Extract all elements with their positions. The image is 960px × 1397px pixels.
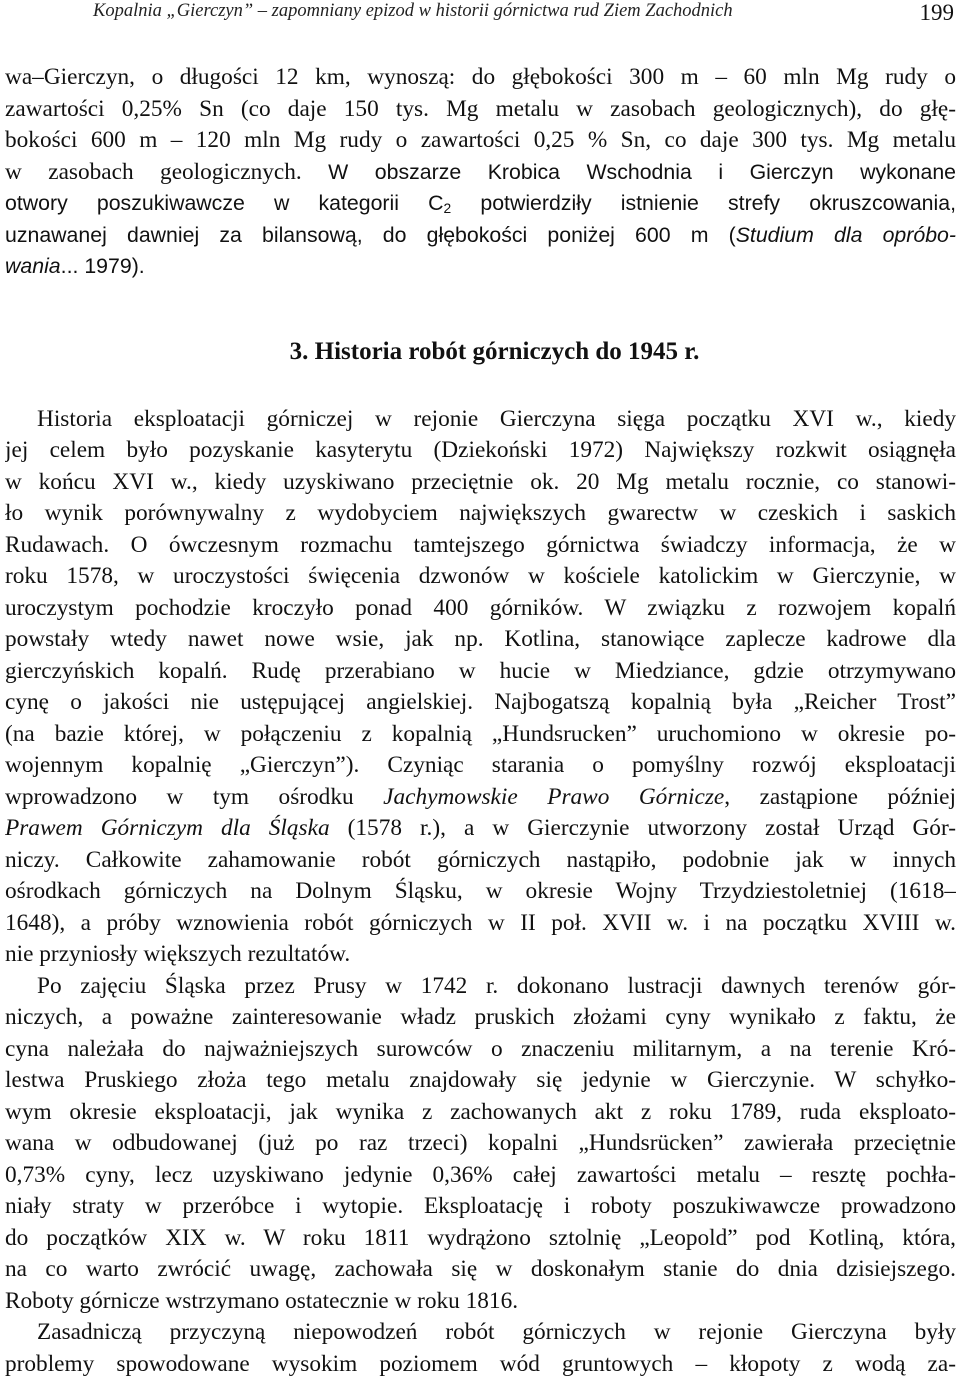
paragraph-resources xyxy=(5,62,956,283)
page-header xyxy=(0,0,960,26)
text-line: problemy spowodowane wysokim poziomem wód gruntowych – kłopoty z wodą za- xyxy=(5,1350,956,1377)
text-line: ło wynik porównywalny z wydobyciem największych gwarectw w czeskich i saskich xyxy=(5,500,956,526)
text-line xyxy=(5,157,956,189)
paragraph-failure-causes xyxy=(5,1317,956,1380)
text-line: Po zajęciu Śląska przez Prusy w 1742 r. dokonano lustracji dawnych terenów gór- xyxy=(37,972,956,999)
text-line: wana w odbudowanej (już po raz trzeci) kopalni „Hundsrücken” zawierała przeciętnie xyxy=(5,1130,956,1156)
text-span: W obszarze Krobica Wschodnia i Gierczyn wykonane xyxy=(328,159,956,184)
text-line: nie przyniosły większych rezultatów. xyxy=(5,941,351,967)
text-span: w zasobach geologicznych. xyxy=(5,158,302,185)
law-title-italic: Jachymowskie Prawo Górnicze xyxy=(383,783,725,810)
page-number: 199 xyxy=(919,0,954,25)
citation-italic: wania xyxy=(5,254,61,278)
text-line: 0,73% cyny, lecz uzyskiwano jedynie 0,36% całej zawartości metalu – resztę pochła- xyxy=(5,1161,956,1188)
text-line xyxy=(5,251,956,283)
text-line: lestwa Pruskiego złoża tego metalu znajdowały się jedynie w Gierczynie. W schyłko- xyxy=(5,1067,956,1093)
subscript: 2 xyxy=(443,200,452,216)
law-title-italic: Prawem Górniczym dla Śląska xyxy=(5,815,330,841)
spacer xyxy=(5,283,956,325)
citation-italic: Studium dla opróbo- xyxy=(735,222,956,247)
text-line: Historia eksploatacji górniczej w rejonie Gierczyna sięga początku XVI w., kiedy xyxy=(37,405,956,432)
text-line: wa–Gierczyn, o długości 12 km, wynoszą: do głębokości 300 m – 60 mln Mg rudy o xyxy=(5,64,956,90)
text-line: roku 1578, w uroczystości święcenia dzwonów w kościele katolickim w Gierczynie, w xyxy=(5,563,956,589)
text-line: (na bazie której, w połączeniu z kopalnią „Hundsrucken” uruchomiono w okresie po- xyxy=(5,720,956,747)
text-span: potwierdziły istnienie strefy okruszcowania, xyxy=(480,191,956,215)
text-line: niczych, a poważne zainteresowanie władz pruskich złożami cyny wynikało z faktu, że xyxy=(5,1004,956,1030)
paragraph-prussian-era xyxy=(5,971,956,1318)
text-line: wojennym kopalnię „Gierczyn”). Czyniąc starania o pomyślny rozwój eksploatacji xyxy=(5,752,956,778)
text-line xyxy=(5,813,956,845)
text-line xyxy=(5,188,956,220)
text-line: bokości 600 m – 120 mln Mg rudy o zawartości 0,25 % Sn, co daje 300 tys. Mg metalu xyxy=(5,127,956,153)
text-line: cyna należała do najważniejszych surowców o znaczeniu militarnym, a na terenie Kró- xyxy=(5,1035,956,1062)
section-heading-text: 3. Historia robót górniczych do 1945 r. xyxy=(289,337,700,365)
text-line: Rudawach. O ówczesnym rozmachu tamtejszego górnictwa świadczy informacja, że w xyxy=(5,531,956,558)
text-span: uznawanej dawniej za bilansową, do głębokości poniżej 600 m ( xyxy=(5,222,736,247)
text-line: ośrodkach górniczych na Dolnym Śląsku, w okresie Wojny Trzydziestoletniej (1618– xyxy=(5,878,956,904)
text-line: niczy. Całkowite zahamowanie robót górniczych nastąpiło, podobnie jak w innych xyxy=(5,846,956,873)
text-line: uroczystym pochodzie kroczyło ponad 400 górników. W związku z rozwojem kopalń xyxy=(5,594,956,621)
text-line: 1648), a próby wznowienia robót górniczych w II poł. XVII w. i na początku XVIII w. xyxy=(5,909,956,936)
page-body xyxy=(5,62,956,1380)
text-line xyxy=(5,782,956,814)
text-line: niały straty w przeróbce i wytopie. Eksploatację i roboty poszukiwawcze prowadzono xyxy=(5,1193,956,1219)
paragraph-history xyxy=(5,404,956,971)
text-span: ... 1979). xyxy=(60,254,145,278)
text-span: (1578 r.), a w Gierczynie utworzony został Urząd Gór- xyxy=(329,815,956,841)
text-line: wym okresie eksploatacji, jak wynika z zachowanych akt z roku 1789, ruda eksploato- xyxy=(5,1098,956,1125)
text-span: otwory poszukiwawcze w kategorii C xyxy=(5,191,444,215)
text-line xyxy=(5,220,956,252)
text-line: cynę o jakości nie ustępującej angielskiej. Najbogatszą kopalnią była „Reicher Trost” xyxy=(5,689,956,715)
text-line: do początków XIX w. W roku 1811 wydrążono sztolnię „Leopold” pod Kotliną, która, xyxy=(5,1224,956,1251)
text-line: Zasadniczą przyczyną niepowodzeń robót górniczych w rejonie Gierczyna były xyxy=(37,1319,956,1345)
running-title: Kopalnia „Gierczyn” – zapomniany epizod w historii górnictwa rud Ziem Zachodnich xyxy=(93,1,733,21)
text-line: powstały wtedy nawet nowe wsie, jak np. Kotlina, stanowiące zaplecze kadrowe dla xyxy=(5,626,956,652)
text-line: w końcu XVI w., kiedy uzyskiwano przeciętnie ok. 20 Mg metalu rocznie, co stanowi- xyxy=(5,468,956,495)
section-heading xyxy=(5,337,956,404)
text-span: wprowadzono w tym ośrodku xyxy=(5,783,354,810)
text-span: , zastąpione później xyxy=(724,783,956,810)
text-line: gierczyńskich kopalń. Rudę przerabiano w hucie w Miedziance, gdzie otrzymywano xyxy=(5,657,956,684)
text-line: zawartości 0,25% Sn (co daje 150 tys. Mg metalu w zasobach geologicznych), do głę- xyxy=(5,95,956,122)
text-line: Roboty górnicze wstrzymano ostatecznie w roku 1816. xyxy=(5,1287,519,1314)
text-line: jej celem było pozyskanie kasyterytu (Dziekoński 1972) Największy rozkwit osiągnęła xyxy=(5,437,956,463)
text-line: na co warto zwrócić uwagę, zachowała się w doskonałym stanie do dnia dzisiejszego. xyxy=(5,1256,956,1282)
